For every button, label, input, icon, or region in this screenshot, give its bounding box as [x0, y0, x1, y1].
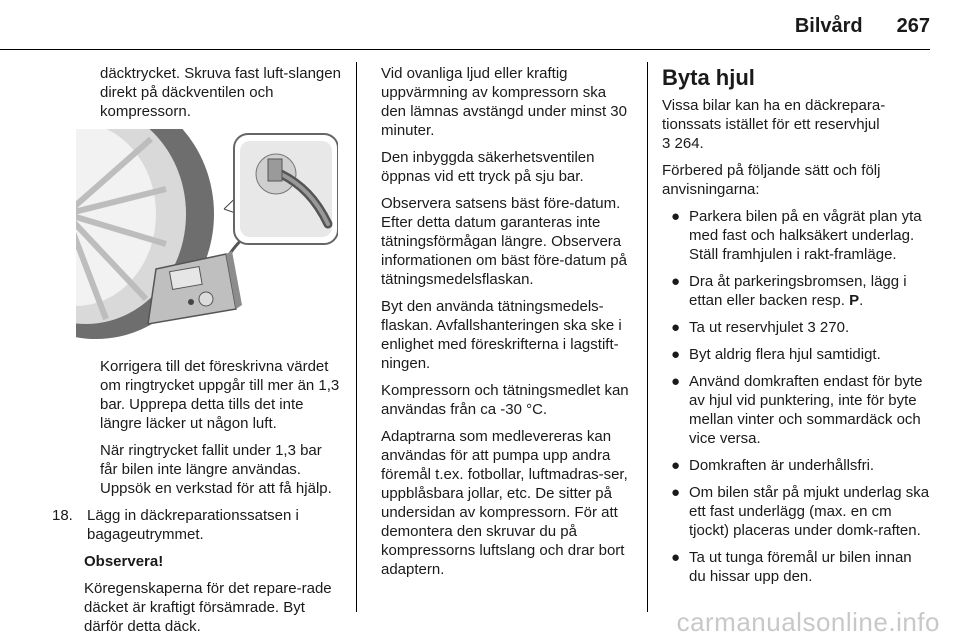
bullet-icon: ● [671, 484, 681, 501]
bullet-icon: ● [671, 457, 681, 474]
page-reference: 3 264. [662, 135, 704, 152]
item-text: Lägg in däckreparationssatsen i bagageutrymmet. [87, 507, 299, 543]
intro-text: Vissa bilar kan ha en däckrepara-tionssats istället för ett reservhjul [662, 97, 886, 133]
column-3 [662, 64, 930, 594]
bullet-icon: ● [671, 346, 681, 363]
list-item-18 [52, 506, 342, 544]
bullet-icon: ● [671, 208, 681, 225]
gear-p-label: P [849, 292, 860, 309]
note-box [84, 552, 342, 636]
bullet-list [662, 207, 930, 586]
list-item: ● Använd domkraften endast för byte av hjul vid punktering, inte för byte mellan vinter och sommardäck och vice versa. [662, 372, 930, 448]
paragraph: Byt den använda tätningsmedels-flaskan. Avfallshanteringen ska ske i enlighet med föreskrifterna i lagstift-ningen. [381, 298, 622, 372]
correct-pressure-text: Korrigera till det föreskrivna värdet om ringtrycket uppgår till mer än 1,3 bar. Upprepa detta tills det inte längre läcker ut någon luft. [100, 358, 340, 432]
section-title: Bilvård [794, 15, 863, 37]
page-number: 267 [896, 15, 930, 37]
paragraph: Observera satsens bäst före-datum. Efter detta datum garanteras inte tätningsförmågan längre. Observera informationen om bäst före-datum på tätningsmedelsflaskan. [381, 195, 627, 288]
compressor-illustration [76, 129, 338, 339]
column-divider-2 [647, 62, 648, 612]
header-rule [0, 49, 930, 50]
bullet-icon: ● [671, 273, 681, 290]
pressure-warning-text: När ringtrycket fallit under 1,3 bar får bilen inte längre användas. Uppsök en verkstad för att få hjälp. [100, 442, 332, 497]
item-number: 18. [52, 507, 73, 524]
list-item: ● Parkera bilen på en vågrät plan yta med fast och halksäkert underlag. Ställ framhjulen i rakt-framläge. [662, 207, 930, 264]
list-item: ● Om bilen står på mjukt underlag ska ett fast underlägg (max. en cm tjockt) placeras under domk-raften. [662, 483, 930, 540]
bullet-icon: ● [671, 319, 681, 336]
section-heading: Byta hjul [662, 65, 755, 90]
column-2 [381, 64, 633, 587]
bullet-icon: ● [671, 373, 681, 390]
intro-paragraph [662, 96, 930, 153]
paragraph: Vid ovanliga ljud eller kraftig uppvärmning av kompressorn ska den lämnas avstängd under minst 30 minuter. [381, 65, 627, 139]
prepare-text: Förbered på följande sätt och följ anvisningarna: [662, 162, 881, 198]
paragraph: Kompressorn och tätningsmedlet kan användas från ca -30 °C. [381, 382, 629, 418]
list-item: ● Domkraften är underhållsfri. [662, 456, 930, 475]
page-reference: 3 270. [807, 319, 850, 336]
paragraph: Den inbyggda säkerhetsventilen öppnas vid ett tryck på sju bar. [381, 149, 595, 185]
paragraph: Adaptrarna som medlevereras kan användas för att pumpa upp andra föremål t.ex. fotbollar, luftmadras-ser, uppblåsbara jollar, etc. De sitter på undersidan av kompressorn. För att demontera den skruvar du på kompressorns luftslang och drar bort adaptern. [381, 428, 628, 578]
note-text: Köregenskaperna för det repare-rade däcket är kraftigt försämrade. Byt därför detta däck. [84, 580, 332, 635]
note-title: Observera! [84, 553, 164, 570]
column-1 [52, 64, 342, 644]
list-item: ● Ta ut reservhjulet 3 270. [662, 318, 930, 337]
watermark: carmanualsonline.info [676, 607, 940, 637]
bullet-icon: ● [671, 549, 681, 566]
page-header [795, 6, 930, 46]
intro-text: däcktrycket. Skruva fast luft-slangen direkt på däckventilen och kompressorn. [100, 65, 341, 120]
list-item: ● Dra åt parkeringsbromsen, lägg i ettan eller backen resp. P. [662, 272, 930, 310]
column-divider-1 [356, 62, 357, 612]
list-item: ● Ta ut tunga föremål ur bilen innan du hissar upp den. [662, 548, 930, 586]
list-item: ● Byt aldrig flera hjul samtidigt. [662, 345, 930, 364]
